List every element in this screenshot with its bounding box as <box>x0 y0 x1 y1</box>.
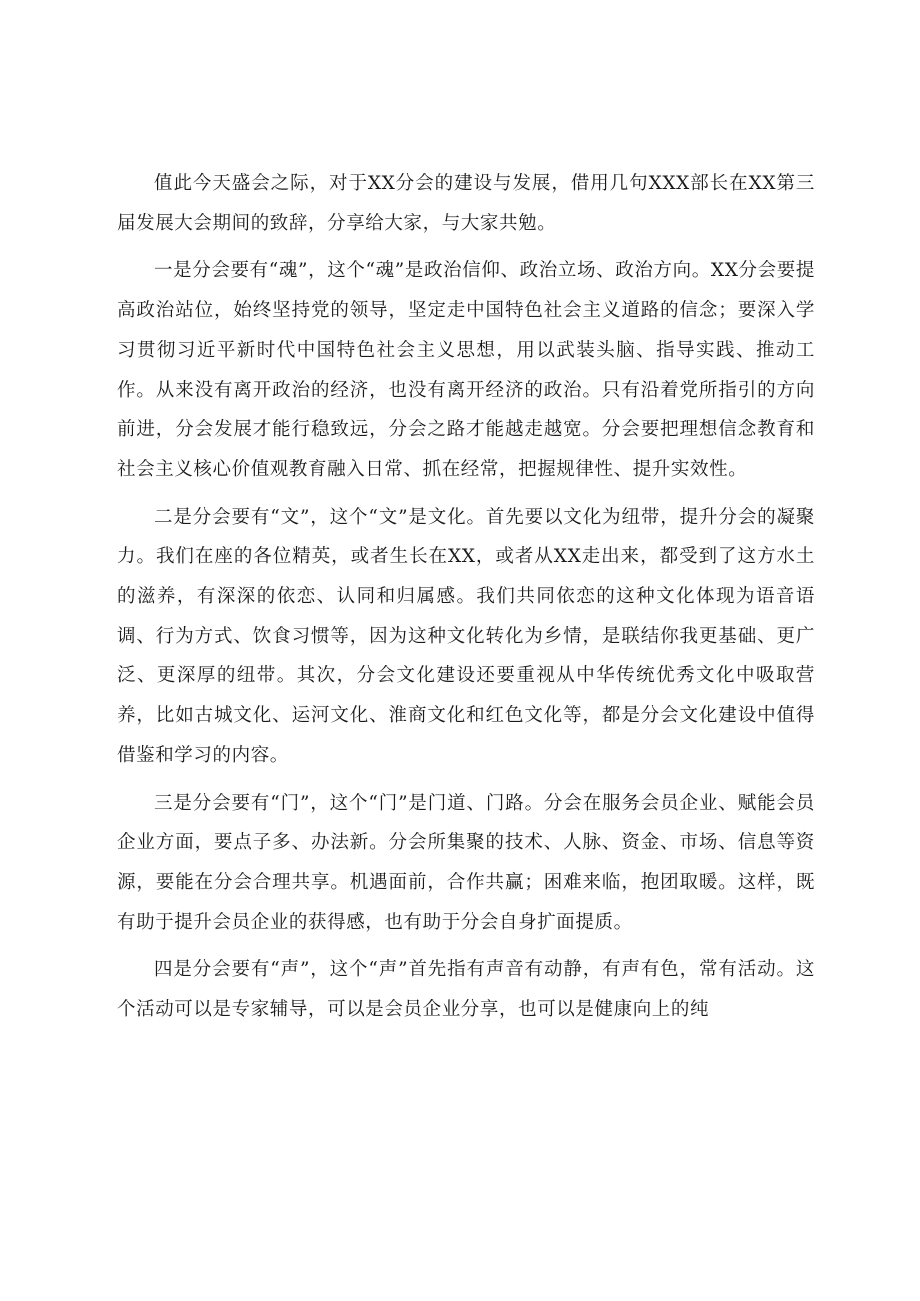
document-body <box>117 164 815 1038</box>
paragraph-soul: 一是分会要有“魂”，这个“魂”是政治信仰、政治立场、政治方向。XX分会要提高政治站位，始终坚持党的领导，坚定走中国特色社会主义道路的信念；要深入学习贯彻习近平新时代中国特色社会主义思想，用以武装头脑、指导实践、推动工作。从来没有离开政治的经济，也没有离开经济的政治。只有沿着党所指引的方向前进，分会发展才能行稳致远，分会之路才能越走越宽。分会要把理想信念教育和社会主义核心价值观教育融入日常、抓在经常，把握规律性、提升实效性。 <box>117 260 815 480</box>
paragraph-culture: 二是分会要有“文”，这个“文”是文化。首先要以文化为纽带，提升分会的凝聚力。我们在座的各位精英，或者生长在XX，或者从XX走出来，都受到了这方水土的滋养，有深深的依恋、认同和归属感。我们共同依恋的这种文化体现为语音语调、行为方式、饮食习惯等，因为这种文化转化为乡情，是联结你我更基础、更广泛、更深厚的纽带。其次，分会文化建设还要重视从中华传统优秀文化中吸取营养，比如古城文化、运河文化、淮商文化和红色文化等，都是分会文化建设中值得借鉴和学习的内容。 <box>117 506 815 766</box>
paragraph-gateway: 三是分会要有“门”，这个“门”是门道、门路。分会在服务会员企业、赋能会员企业方面，要点子多、办法新。分会所集聚的技术、人脉、资金、市场、信息等资源，要能在分会合理共享。机遇面前，合作共赢；困难来临，抱团取暖。这样，既有助于提升会员企业的获得感，也有助于分会自身扩面提质。 <box>117 792 815 933</box>
paragraph-intro: 值此今天盛会之际，对于XX分会的建设与发展，借用几句XXX部长在XX第三届发展大会期间的致辞，分享给大家，与大家共勉。 <box>117 173 815 234</box>
paragraph-voice: 四是分会要有“声”，这个“声”首先指有声音有动静，有声有色，常有活动。这个活动可以是专家辅导，可以是会员企业分享，也可以是健康向上的纯 <box>117 959 815 1021</box>
